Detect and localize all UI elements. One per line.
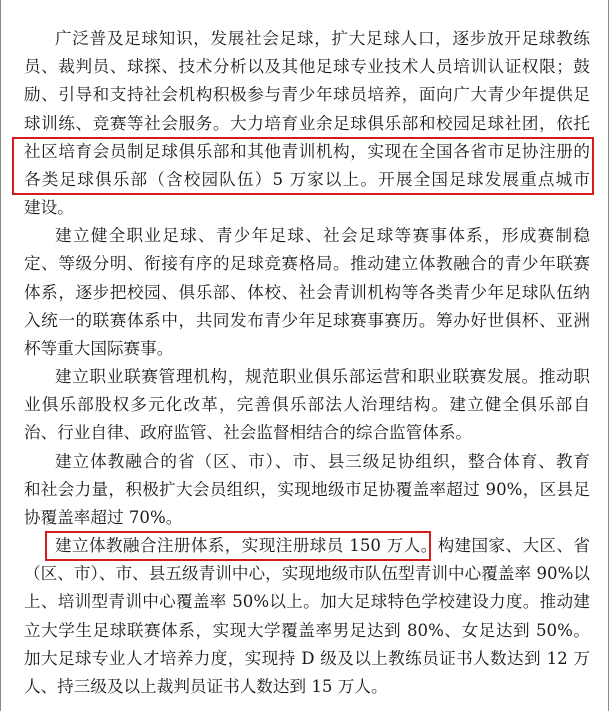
paragraph-5-line-1: 建立体教融合注册体系，实现注册球员 150 万人。构建国家、大区、省 — [55, 536, 590, 556]
paragraph-5-line-4: 立大学生足球联赛体系，实现大学覆盖率男足达到 80%、女足达到 50%。 — [24, 620, 590, 640]
paragraph-4-line-3: 协覆盖率超过 70%。 — [24, 507, 183, 527]
paragraph-2-line-2: 定、等级分明、衔接有序的足球竞赛格局。推动建立体教融合的青少年联赛 — [24, 254, 590, 274]
paragraph-1-line-7: 建设。 — [24, 198, 74, 218]
paragraph-1-line-6: 各类足球俱乐部（含校园队伍）5 万家以上。开展全国足球发展重点城市 — [24, 169, 590, 189]
paragraph-5-line-3: 上、培训型青训中心覆盖率 50%以上。加大足球特色学校建设力度。推动建 — [24, 592, 590, 612]
paragraph-2-line-3: 体系，逐步把校园、俱乐部、体校、社会青训机构等各类青少年足球队伍纳 — [24, 282, 590, 302]
paragraph-2-line-4: 入统一的联赛体系中，共同发布青少年足球赛事赛历。筹办好世俱杯、亚洲 — [24, 310, 590, 330]
paragraph-1-line-4: 球训练、竞赛等社会服务。大力培育业余足球俱乐部和校园足球社团，依托 — [24, 113, 590, 133]
paragraph-3-line-1: 建立职业联赛管理机构，规范职业俱乐部运营和职业联赛发展。推动职 — [55, 367, 590, 387]
paragraph-3-line-3: 治、行业自律、政府监管、社会监督相结合的综合监管体系。 — [24, 423, 473, 443]
paragraph-4-line-2: 和社会力量，积极扩大会员组织，实现地级市足协覆盖率超过 90%，区县足 — [24, 479, 590, 499]
paragraph-5-line-6: 人、持三级及以上裁判员证书人数达到 15 万人。 — [24, 677, 388, 696]
paragraph-5-line-2: （区、市）、市、县五级青训中心，实现地级市队伍型青训中心覆盖率 90%以 — [24, 564, 590, 584]
paragraph-3-line-2: 业俱乐部股权多元化改革，完善俱乐部法人治理结构。建立健全俱乐部自 — [24, 395, 590, 415]
paragraph-1-line-1: 广泛普及足球知识，发展社会足球，扩大足球人口，逐步放开足球教练 — [55, 29, 590, 48]
paragraph-2-line-5: 杯等重大国际赛事。 — [24, 338, 174, 358]
paragraph-5-line-5: 加大足球专业人才培养力度，实现持 D 级及以上教练员证书人数达到 12 万 — [24, 648, 590, 668]
paragraph-2-line-1: 建立健全职业足球、青少年足球、社会足球等赛事体系，形成赛制稳 — [55, 226, 590, 246]
paragraph-1-line-2: 员、裁判员、球探、技术分析以及其他足球专业技术人员培训认证权限；鼓 — [24, 57, 590, 77]
paragraph-1-line-3: 励、引导和支持社会机构积极参与青少年球员培养，面向广大青少年提供足 — [24, 85, 590, 105]
paragraph-1-line-5: 社区培育会员制足球俱乐部和其他青训机构，实现在全国各省市足协注册的 — [24, 141, 590, 161]
paragraph-4-line-1: 建立体教融合的省（区、市）、市、县三级足协组织，整合体育、教育 — [55, 451, 590, 471]
